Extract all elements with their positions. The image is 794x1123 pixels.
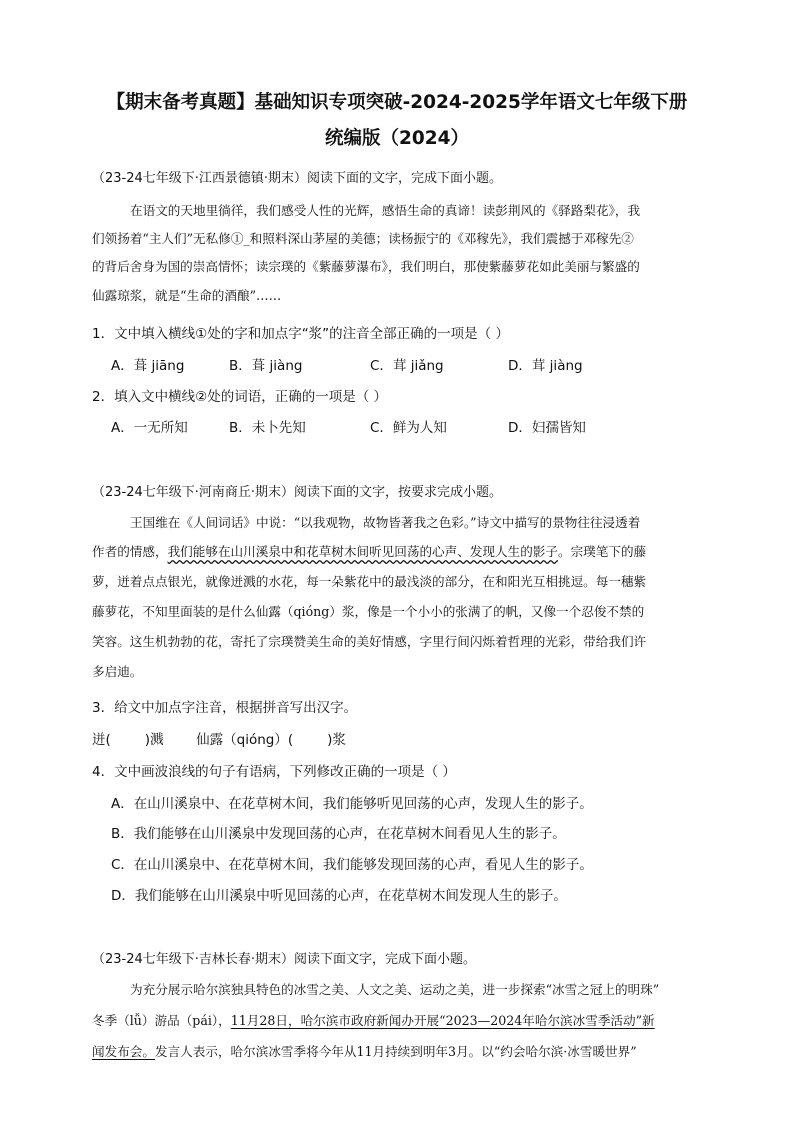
- section3-passage-line: [92, 1041, 702, 1060]
- question-4-option-b: B．我们能够在山川溪泉中发现回荡的心声，在花草树木间看见人生的影子。: [111, 826, 566, 842]
- question-1-option-a: A．葺 jiāng: [111, 358, 185, 374]
- document-title-line1: 【期末备考真题】基础知识专项突破-2024-2025学年语文七年级下册: [106, 92, 688, 113]
- section2-passage-line: 藤萝花，不知里面装的是什么仙露（qióng）浆，像是一个小小的张满了的帆，又像一个忍俊不禁的: [92, 604, 645, 619]
- section2-passage-line: [92, 541, 702, 560]
- section2-passage-line: 王国维在《人间词话》中说：“以我观物，故物皆著我之色彩。”诗文中描写的景物往往浸透着: [130, 515, 641, 530]
- section3-source: （23-24七年级下·吉林长春·期末）阅读下面文字，完成下面小题。: [92, 952, 477, 967]
- document-title-line2: 统编版（2024）: [325, 128, 469, 149]
- section1-source: （23-24七年级下·江西景德镇·期末）阅读下面的文字，完成下面小题。: [92, 171, 503, 186]
- passage-text: 。宗璞笔下的藤: [557, 544, 647, 559]
- question-4-option-a: A．在山川溪泉中、在花草树木间，我们能够听见回荡的心声，发现人生的影子。: [111, 796, 593, 812]
- question-4: 4．文中画波浪线的句子有语病，下列修改正确的一项是（ ）: [92, 764, 456, 780]
- section2-passage-line: 多启迪。: [92, 664, 143, 679]
- question-2-option-d: D．妇孺皆知: [508, 420, 586, 436]
- section2-source: （23-24七年级下·河南商丘·期末）阅读下面的文字，按要求完成小题。: [92, 485, 503, 500]
- question-3: 3．给文中加点字注音，根据拼音写出汉字。: [92, 700, 358, 716]
- passage-text: 作者的情感，: [92, 544, 168, 559]
- question-2-option-b: B．未卜先知: [229, 420, 306, 436]
- answer-prompt: 仙露（qióng）(: [196, 732, 294, 748]
- underlined-sentence: 闻发布会。: [92, 1044, 155, 1059]
- answer-prompt: )溅: [144, 732, 164, 748]
- question-2: 2．填入文中横线②处的词语，正确的一项是（ ）: [92, 389, 387, 405]
- section1-passage-line: 仙露琼浆，就是“生命的酒酿”……: [92, 288, 282, 303]
- question-4-option-d: D．我们能够在山川溪泉中听见回荡的心声，在花草树木间发现人生的影子。: [111, 888, 567, 904]
- question-3-answer-line: [92, 728, 346, 748]
- question-2-option-a: A．一无所知: [111, 420, 188, 436]
- passage-text: 冬季（lǚ）游品（pái），: [92, 1013, 231, 1028]
- section1-passage-line: 们领扬着“主人们”无私修①_和照料深山茅屋的美德；读杨振宁的《邓稼先》，我们震撼于邓稼先②: [92, 231, 634, 246]
- section1-passage-line: 在语文的天地里徜徉，我们感受人性的光辉，感悟生命的真谛！读彭荆风的《驿路梨花》，我: [130, 203, 641, 218]
- answer-prompt: )浆: [327, 732, 346, 748]
- answer-prompt: 迸(: [92, 732, 111, 748]
- question-1-option-b: B．葺 jiàng: [229, 358, 303, 374]
- passage-text: 发言人表示，哈尔滨冰雪季将今年从11月持续到明年3月。以“约会哈尔滨·冰雪暖世界”: [154, 1044, 637, 1059]
- section3-passage-line: 为充分展示哈尔滨独具特色的冰雪之美、人文之美、运动之美，进一步探索“冰雪之冠上的明珠”: [130, 982, 660, 997]
- question-1: 1．文中填入横线①处的字和加点字“浆”的注音全部正确的一项是（ ）: [92, 326, 509, 342]
- question-4-option-c: C．在山川溪泉中、在花草树木间，我们能够发现回荡的心声，看见人生的影子。: [111, 857, 593, 873]
- wavy-underlined-sentence: 我们能够在山川溪泉中和花草树木间听见回荡的心声、发现人生的影子: [167, 544, 558, 559]
- question-2-option-c: C．鲜为人知: [370, 420, 447, 436]
- question-1-option-c: C．茸 jiǎng: [370, 358, 444, 374]
- section2-passage-line: 笑容。这生机勃勃的花，寄托了宗璞赞美生命的美好情感，字里行间闪烁着哲理的光彩，带给我们许: [92, 634, 647, 649]
- underlined-sentence: 11月28日，哈尔滨市政府新闻办开展“2023—2024年哈尔滨冰雪季活动”新: [230, 1013, 655, 1028]
- section1-passage-line: 的背后舍身为国的崇高情怀；读宗璞的《紫藤萝瀑布》，我们明白，那使紫藤萝花如此美丽与繁盛的: [92, 259, 640, 274]
- question-1-option-d: D．茸 jiàng: [508, 358, 583, 374]
- section3-passage-line: [92, 1010, 702, 1029]
- section2-passage-line: 萝，迸着点点银光，就像迸溅的水花，每一朵紫花中的最浅淡的部分，在和阳光互相挑逗。每一穗紫: [92, 574, 647, 589]
